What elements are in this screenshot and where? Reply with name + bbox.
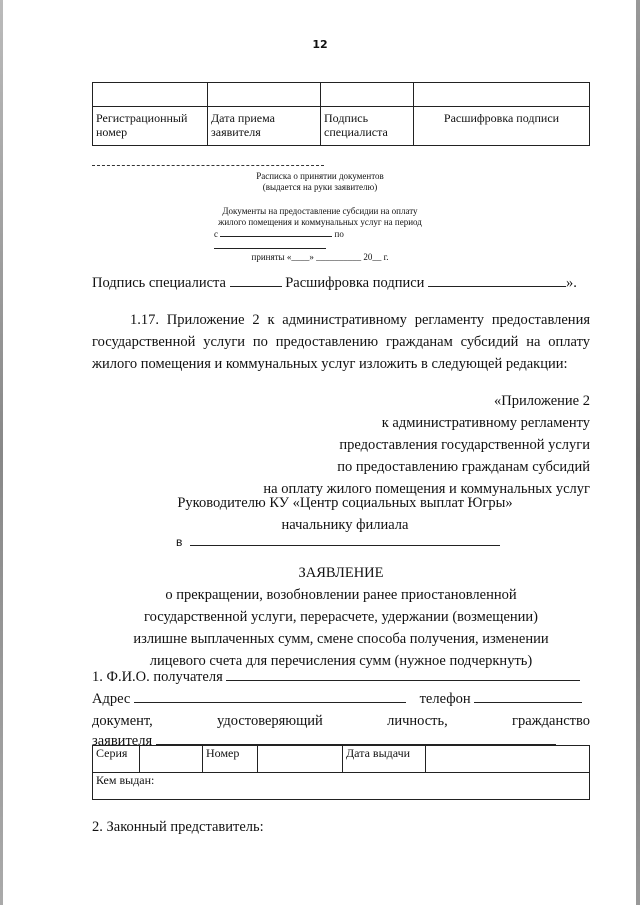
registration-table xyxy=(92,82,590,146)
header-receipt-date: Дата приема заявителя xyxy=(208,107,321,146)
table-row xyxy=(93,83,590,107)
document-row: документ, удостоверяющий личность, гражданство xyxy=(92,713,590,729)
receipt-subtitle: (выдается на руки заявителю) xyxy=(262,182,378,192)
series-label: Серия xyxy=(93,746,140,773)
receipt-doc-line2: жилого помещения и коммунальных услуг на период xyxy=(218,217,422,227)
paragraph-1-17: 1.17. Приложение 2 к административному регламенту предоставления государственной услуги по предоставлению гражданам субсидий на оплату жилого помещения и коммунальных услуг изложить в следующей редакции: xyxy=(92,312,590,372)
signature-line: Подпись специалиста Расшифровка подписи ». xyxy=(92,272,592,294)
issue-date-label: Дата выдачи xyxy=(343,746,426,773)
fio-field[interactable] xyxy=(226,666,580,681)
receipt-period: с по xyxy=(200,228,440,252)
scan-right-edge xyxy=(636,0,640,905)
receipt-title: Расписка о принятии документов xyxy=(256,171,384,181)
number-label: Номер xyxy=(203,746,258,773)
receipt-accepted: приняты «____» __________ 20__ г. xyxy=(251,252,389,262)
applicant-row: заявителя xyxy=(92,732,590,750)
table-row xyxy=(93,746,590,773)
header-specialist-signature: Подпись специалиста xyxy=(321,107,414,146)
addressee xyxy=(130,492,560,536)
table-row xyxy=(93,107,590,146)
issued-by-field[interactable]: Кем выдан: xyxy=(93,773,590,800)
citizenship-field[interactable] xyxy=(156,732,556,745)
recipient-form xyxy=(92,666,590,750)
address-field[interactable] xyxy=(134,688,406,703)
statement: ЗАЯВЛЕНИЕ о прекращении, возобновлении ранее приостановленной государственной услуги, перерасчете, удержании (возмещении) излишне выплаченных сумм, смене способа получения, изменении лицевого счета для перечисления сумм (нужное подчеркнуть) xyxy=(92,562,590,672)
issue-date-field[interactable] xyxy=(426,746,590,773)
receipt-doc-line1: Документы на предоставление субсидии на оплату xyxy=(222,206,418,216)
table-row xyxy=(93,773,590,800)
branch-field: в xyxy=(176,533,500,549)
header-signature-decoding: Расшифровка подписи xyxy=(414,107,590,146)
addressee-line2: начальнику филиала xyxy=(281,517,409,533)
receipt-block xyxy=(200,171,440,263)
number-field[interactable] xyxy=(258,746,343,773)
phone-field[interactable] xyxy=(474,688,582,703)
address-row: Адрес телефон xyxy=(92,688,590,710)
passport-table xyxy=(92,745,590,800)
appendix-header: «Приложение 2 к административному регламенту предоставления государственной услуги по предоставлению гражданам субсидий на оплату жилого помещения и коммунальных услуг xyxy=(263,393,590,497)
scan-left-edge xyxy=(0,0,3,905)
addressee-line1: Руководителю КУ «Центр социальных выплат Югры» xyxy=(177,495,513,511)
fio-row: 1. Ф.И.О. получателя xyxy=(92,666,590,688)
cut-line xyxy=(92,165,324,166)
series-field[interactable] xyxy=(140,746,203,773)
page-number: 12 xyxy=(312,38,328,51)
header-registration-number: Регистрационный номер xyxy=(93,107,208,146)
section-2-title: 2. Законный представитель: xyxy=(92,819,264,835)
statement-title: ЗАЯВЛЕНИЕ xyxy=(298,565,384,581)
